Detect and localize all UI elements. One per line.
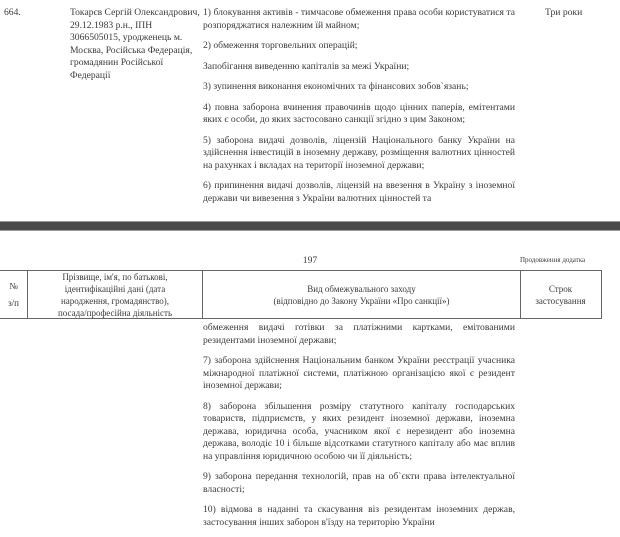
header-number bbox=[0, 271, 27, 318]
table-header bbox=[0, 270, 602, 319]
header-number-abbr: з/п bbox=[8, 298, 19, 308]
header-measure-title: Вид обмежувального заходу bbox=[307, 283, 416, 294]
entry-term: Три роки bbox=[545, 7, 583, 18]
measure-item: 7) заборона здійснення Національним банком України реєстрації учасника міжнародної платіжної системи, платіжною організацією якої є резидент іноземної держави; bbox=[203, 355, 515, 391]
entry-number: 664. bbox=[4, 7, 21, 18]
header-person bbox=[27, 271, 202, 318]
measure-item: обмеження видачі готівки за платіжними картками, емітованими резидентами іноземної держави; bbox=[203, 322, 515, 346]
measure-item: 6) припинення видачі дозволів, ліцензій на ввезення в Україну з іноземної держави чи вивезення з України валютних цінностей та bbox=[203, 180, 515, 204]
measure-item: 10) відмова в наданні та скасування віз резидентам іноземних держав, застосування інших заборон в'їзду на територію України bbox=[203, 504, 515, 528]
page-number: 197 bbox=[302, 255, 318, 266]
header-person-text: Прізвище, ім'я, по батькові, ідентифікаційні дані (дата народження, громадянство), посада/професійна діяльність bbox=[57, 271, 173, 318]
measure-item: Запобігання виведенню капіталів за межі України; bbox=[203, 60, 410, 72]
continued-measures bbox=[203, 322, 515, 537]
measure-item: 5) заборона видачі дозволів, ліцензій Національного банку України на здійснення інвестицій в іноземну державу, розміщення валютних цінностей на рахунках і вкладах на території іноземної держави; bbox=[203, 134, 515, 171]
measure-item: 8) заборона збільшення розміру статутного капіталу господарських товариств, підприємств, у яких резидент іноземної держави, іноземна держава, юридична особа, учасником якої є нерезидент або іноземна держава, володіє 10 і більше відсотками статутного капіталу або має вплив на управління юридичною особою чи її діяльність; bbox=[203, 400, 515, 462]
measure-item: 9) заборона передання технологій, прав на об`єкти права інтелектуальної власності; bbox=[203, 471, 515, 495]
measure-item: 2) обмеження торговельних операцій; bbox=[203, 40, 358, 51]
entry-person: Токарєв Сергій Олександрович, 29.12.1983 р.н., ІПН 3066505015, уродженець м. Москва, Російська Федерація, громадянин Російської Федерації bbox=[70, 7, 200, 81]
measure-item: 4) повна заборона вчинення правочинів щодо цінних паперів, емітентами яких є особи, до яких застосовано санкції згідно з цим Законом; bbox=[203, 101, 515, 125]
header-number-symbol: № bbox=[9, 281, 18, 291]
entry-measures bbox=[203, 7, 515, 213]
continuation-label: Продовження додатка bbox=[520, 256, 586, 264]
measure-item: 3) зупинення виконання економічних та фінансових зобов`язань; bbox=[203, 81, 469, 92]
header-measure bbox=[202, 271, 520, 318]
header-measure-subtitle: (відповідно до Закону України «Про санкції») bbox=[273, 295, 450, 306]
header-term bbox=[520, 271, 600, 318]
page-separator bbox=[0, 221, 620, 231]
measure-item: 1) блокування активів - тимчасове обмеження права особи користуватися та розпоряджатися належним їй майном; bbox=[203, 7, 515, 31]
header-term-text: Строк застосування bbox=[535, 283, 586, 306]
